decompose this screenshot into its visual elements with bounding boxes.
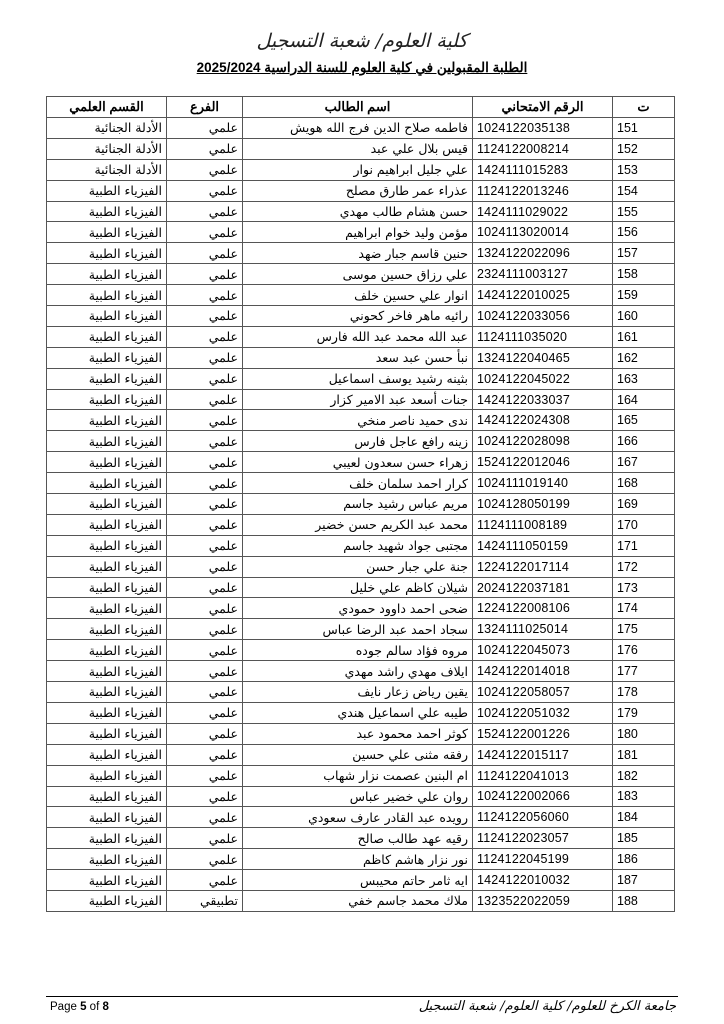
cell-branch: علمي [167,180,243,201]
cell-student-name: نور نزار هاشم كاظم [243,849,473,870]
cell-student-name: مجتبى جواد شهيد جاسم [243,535,473,556]
cell-department: الفيزياء الطبية [47,347,167,368]
cell-department: الأدلة الجنائية [47,138,167,159]
table-row [47,556,675,577]
cell-exam-number: 1424122010025 [473,285,613,306]
cell-student-name: زينه رافع عاجل فارس [243,431,473,452]
cell-branch: علمي [167,138,243,159]
cell-branch: علمي [167,118,243,139]
cell-seq: 162 [613,347,675,368]
cell-student-name: قيس بلال علي عبد [243,138,473,159]
cell-student-name: علي جليل ابراهيم نوار [243,159,473,180]
cell-exam-number: 1424122015117 [473,744,613,765]
cell-department: الفيزياء الطبية [47,619,167,640]
cell-student-name: حنين قاسم جبار ضهد [243,243,473,264]
cell-seq: 174 [613,598,675,619]
cell-seq: 169 [613,494,675,515]
cell-seq: 163 [613,368,675,389]
cell-seq: 180 [613,723,675,744]
cell-seq: 178 [613,682,675,703]
cell-seq: 188 [613,890,675,911]
cell-exam-number: 1324122040465 [473,347,613,368]
table-row [47,577,675,598]
cell-seq: 158 [613,264,675,285]
table-row [47,535,675,556]
cell-seq: 154 [613,180,675,201]
cell-exam-number: 1024113020014 [473,222,613,243]
cell-branch: علمي [167,389,243,410]
cell-department: الفيزياء الطبية [47,870,167,891]
cell-exam-number: 1424122010032 [473,870,613,891]
cell-department: الفيزياء الطبية [47,807,167,828]
cell-branch: علمي [167,306,243,327]
table-row [47,828,675,849]
table-row [47,682,675,703]
table-row [47,222,675,243]
cell-branch: علمي [167,264,243,285]
table-row [47,619,675,640]
table-row [47,118,675,139]
cell-student-name: ملاك محمد جاسم خفي [243,890,473,911]
cell-seq: 170 [613,514,675,535]
cell-student-name: نبأ حسن عبد سعد [243,347,473,368]
cell-exam-number: 1424122033037 [473,389,613,410]
cell-department: الأدلة الجنائية [47,118,167,139]
column-header-seq: ت [613,97,675,118]
table-row [47,702,675,723]
cell-department: الفيزياء الطبية [47,494,167,515]
cell-department: الفيزياء الطبية [47,640,167,661]
cell-student-name: فاطمه صلاح الدين فرج الله هويش [243,118,473,139]
cell-student-name: رفقه مثنى علي حسين [243,744,473,765]
table-row [47,452,675,473]
cell-branch: علمي [167,556,243,577]
cell-department: الفيزياء الطبية [47,514,167,535]
cell-exam-number: 1024122033056 [473,306,613,327]
cell-seq: 175 [613,619,675,640]
cell-exam-number: 1124122023057 [473,828,613,849]
cell-seq: 173 [613,577,675,598]
cell-department: الفيزياء الطبية [47,849,167,870]
cell-department: الفيزياء الطبية [47,180,167,201]
cell-seq: 160 [613,306,675,327]
cell-seq: 179 [613,702,675,723]
cell-department: الفيزياء الطبية [47,389,167,410]
page-total: 8 [102,1001,109,1013]
cell-student-name: ضحى احمد داوود حمودي [243,598,473,619]
cell-department: الفيزياء الطبية [47,723,167,744]
cell-branch: علمي [167,765,243,786]
footer-divider [46,996,678,997]
cell-exam-number: 1024122045073 [473,640,613,661]
table-row [47,410,675,431]
cell-department: الفيزياء الطبية [47,222,167,243]
cell-seq: 176 [613,640,675,661]
column-header-branch: الفرع [167,97,243,118]
cell-branch: علمي [167,243,243,264]
page-number [50,1001,109,1013]
cell-student-name: رويده عبد القادر عارف سعودي [243,807,473,828]
cell-branch: علمي [167,410,243,431]
table-row [47,326,675,347]
cell-seq: 157 [613,243,675,264]
cell-student-name: محمد عبد الكريم حسن خضير [243,514,473,535]
cell-exam-number: 1324111025014 [473,619,613,640]
cell-seq: 172 [613,556,675,577]
cell-exam-number: 1024122045022 [473,368,613,389]
cell-branch: علمي [167,577,243,598]
cell-exam-number: 1124122045199 [473,849,613,870]
cell-student-name: ام البنين عصمت نزار شهاب [243,765,473,786]
cell-exam-number: 1323522022059 [473,890,613,911]
cell-branch: علمي [167,514,243,535]
cell-exam-number: 1124122056060 [473,807,613,828]
cell-exam-number: 1224122017114 [473,556,613,577]
cell-branch: علمي [167,326,243,347]
page-word: Page [50,1001,77,1013]
cell-department: الفيزياء الطبية [47,744,167,765]
table-row [47,890,675,911]
cell-student-name: رقيه عهد طالب صالح [243,828,473,849]
cell-branch: علمي [167,682,243,703]
page-of: of [89,1001,100,1013]
cell-student-name: سجاد احمد عبد الرضا عباس [243,619,473,640]
cell-exam-number: 1124122041013 [473,765,613,786]
table-row [47,264,675,285]
table-row [47,306,675,327]
cell-department: الفيزياء الطبية [47,243,167,264]
cell-student-name: روان علي خضير عباس [243,786,473,807]
cell-exam-number: 1024122051032 [473,702,613,723]
cell-exam-number: 1124111008189 [473,514,613,535]
cell-exam-number: 2024122037181 [473,577,613,598]
cell-department: الفيزياء الطبية [47,682,167,703]
cell-branch: علمي [167,452,243,473]
table-row [47,368,675,389]
cell-exam-number: 1424122024308 [473,410,613,431]
cell-exam-number: 1124122008214 [473,138,613,159]
cell-department: الفيزياء الطبية [47,661,167,682]
cell-student-name: شيلان كاظم علي خليل [243,577,473,598]
cell-student-name: مروه فؤاد سالم جوده [243,640,473,661]
cell-branch: علمي [167,159,243,180]
cell-department: الفيزياء الطبية [47,473,167,494]
cell-exam-number: 1124122013246 [473,180,613,201]
cell-branch: علمي [167,870,243,891]
cell-branch: علمي [167,598,243,619]
cell-student-name: جنة علي جبار حسن [243,556,473,577]
cell-department: الفيزياء الطبية [47,431,167,452]
cell-branch: علمي [167,828,243,849]
cell-branch: تطبيقي [167,890,243,911]
cell-seq: 184 [613,807,675,828]
cell-seq: 159 [613,285,675,306]
cell-exam-number: 1424111050159 [473,535,613,556]
table-row [47,138,675,159]
cell-department: الفيزياء الطبية [47,702,167,723]
cell-department: الفيزياء الطبية [47,285,167,306]
table-row [47,389,675,410]
table-row [47,201,675,222]
cell-branch: علمي [167,661,243,682]
column-header-exam-number: الرقم الامتحاني [473,97,613,118]
cell-branch: علمي [167,535,243,556]
cell-seq: 168 [613,473,675,494]
cell-student-name: ندى حميد ناصر منخي [243,410,473,431]
cell-seq: 156 [613,222,675,243]
cell-student-name: كرار احمد سلمان خلف [243,473,473,494]
cell-student-name: حسن هشام طالب مهدي [243,201,473,222]
cell-student-name: رائيه ماهر فاخر كحوني [243,306,473,327]
cell-seq: 153 [613,159,675,180]
cell-student-name: طيبه علي اسماعيل هندي [243,702,473,723]
cell-seq: 151 [613,118,675,139]
cell-student-name: علي رزاق حسين موسى [243,264,473,285]
column-header-student-name: اسم الطالب [243,97,473,118]
table-row [47,494,675,515]
table-row [47,640,675,661]
cell-seq: 166 [613,431,675,452]
cell-student-name: مؤمن وليد خوام ابراهيم [243,222,473,243]
cell-student-name: زهراء حسن سعدون لعيبي [243,452,473,473]
table-row [47,473,675,494]
cell-seq: 161 [613,326,675,347]
cell-branch: علمي [167,702,243,723]
table-row [47,347,675,368]
cell-exam-number: 1524122001226 [473,723,613,744]
cell-branch: علمي [167,431,243,452]
cell-department: الأدلة الجنائية [47,159,167,180]
cell-department: الفيزياء الطبية [47,535,167,556]
cell-department: الفيزياء الطبية [47,828,167,849]
table-row [47,159,675,180]
table-body [47,118,675,912]
cell-student-name: جنات أسعد عبد الامير كزار [243,389,473,410]
cell-student-name: كوثر احمد محمود عبد [243,723,473,744]
cell-seq: 164 [613,389,675,410]
table-header-row [47,97,675,118]
cell-branch: علمي [167,640,243,661]
cell-exam-number: 1024122002066 [473,786,613,807]
page-title: الطلبة المقبولين في كلية العلوم للسنة الدراسية 2025/2024 [196,60,528,75]
cell-department: الفيزياء الطبية [47,410,167,431]
cell-branch: علمي [167,807,243,828]
handwritten-footer: جامعة الكرخ للعلوم/ كلية العلوم/ شعبة التسجيل [418,999,676,1014]
cell-seq: 187 [613,870,675,891]
cell-seq: 152 [613,138,675,159]
cell-branch: علمي [167,473,243,494]
cell-seq: 183 [613,786,675,807]
cell-seq: 167 [613,452,675,473]
cell-department: الفيزياء الطبية [47,577,167,598]
cell-seq: 185 [613,828,675,849]
table-row [47,514,675,535]
cell-student-name: عبد الله محمد عبد الله فارس [243,326,473,347]
cell-exam-number: 1424111029022 [473,201,613,222]
cell-seq: 181 [613,744,675,765]
students-table [46,96,675,912]
table-row [47,661,675,682]
table-row [47,744,675,765]
cell-seq: 155 [613,201,675,222]
cell-branch: علمي [167,222,243,243]
table-row [47,765,675,786]
table-row [47,243,675,264]
table-row [47,807,675,828]
table-row [47,870,675,891]
cell-student-name: ايلاف مهدي راشد مهدي [243,661,473,682]
cell-branch: علمي [167,849,243,870]
cell-branch: علمي [167,494,243,515]
cell-branch: علمي [167,347,243,368]
cell-branch: علمي [167,368,243,389]
cell-student-name: مريم عباس رشيد جاسم [243,494,473,515]
cell-exam-number: 1024111019140 [473,473,613,494]
cell-exam-number: 1424122014018 [473,661,613,682]
cell-branch: علمي [167,619,243,640]
cell-exam-number: 1324122022096 [473,243,613,264]
cell-seq: 186 [613,849,675,870]
cell-exam-number: 1524122012046 [473,452,613,473]
cell-exam-number: 1424111015283 [473,159,613,180]
cell-student-name: انوار علي حسين خلف [243,285,473,306]
cell-department: الفيزياء الطبية [47,452,167,473]
table-row [47,723,675,744]
cell-department: الفيزياء الطبية [47,890,167,911]
cell-department: الفيزياء الطبية [47,556,167,577]
cell-exam-number: 1024122058057 [473,682,613,703]
cell-branch: علمي [167,744,243,765]
cell-exam-number: 2324111003127 [473,264,613,285]
cell-department: الفيزياء الطبية [47,368,167,389]
cell-department: الفيزياء الطبية [47,765,167,786]
cell-branch: علمي [167,285,243,306]
table-row [47,431,675,452]
cell-student-name: بثينه رشيد يوسف اسماعيل [243,368,473,389]
cell-department: الفيزياء الطبية [47,326,167,347]
cell-seq: 182 [613,765,675,786]
cell-exam-number: 1224122008106 [473,598,613,619]
cell-branch: علمي [167,201,243,222]
cell-student-name: عذراء عمر طارق مصلح [243,180,473,201]
cell-student-name: ايه ثامر حاتم محيبس [243,870,473,891]
cell-exam-number: 1024128050199 [473,494,613,515]
page-current: 5 [80,1001,87,1013]
cell-exam-number: 1024122035138 [473,118,613,139]
cell-seq: 177 [613,661,675,682]
cell-seq: 165 [613,410,675,431]
table-row [47,786,675,807]
cell-student-name: يقين رياض زعار نايف [243,682,473,703]
table-row [47,598,675,619]
cell-exam-number: 1124111035020 [473,326,613,347]
table-row [47,285,675,306]
cell-exam-number: 1024122028098 [473,431,613,452]
cell-department: الفيزياء الطبية [47,306,167,327]
table-row [47,180,675,201]
handwritten-header: كلية العلوم/ شعبة التسجيل [256,30,468,52]
cell-department: الفيزياء الطبية [47,201,167,222]
cell-department: الفيزياء الطبية [47,598,167,619]
cell-branch: علمي [167,723,243,744]
column-header-department: القسم العلمي [47,97,167,118]
cell-branch: علمي [167,786,243,807]
cell-department: الفيزياء الطبية [47,264,167,285]
cell-seq: 171 [613,535,675,556]
table-row [47,849,675,870]
cell-department: الفيزياء الطبية [47,786,167,807]
